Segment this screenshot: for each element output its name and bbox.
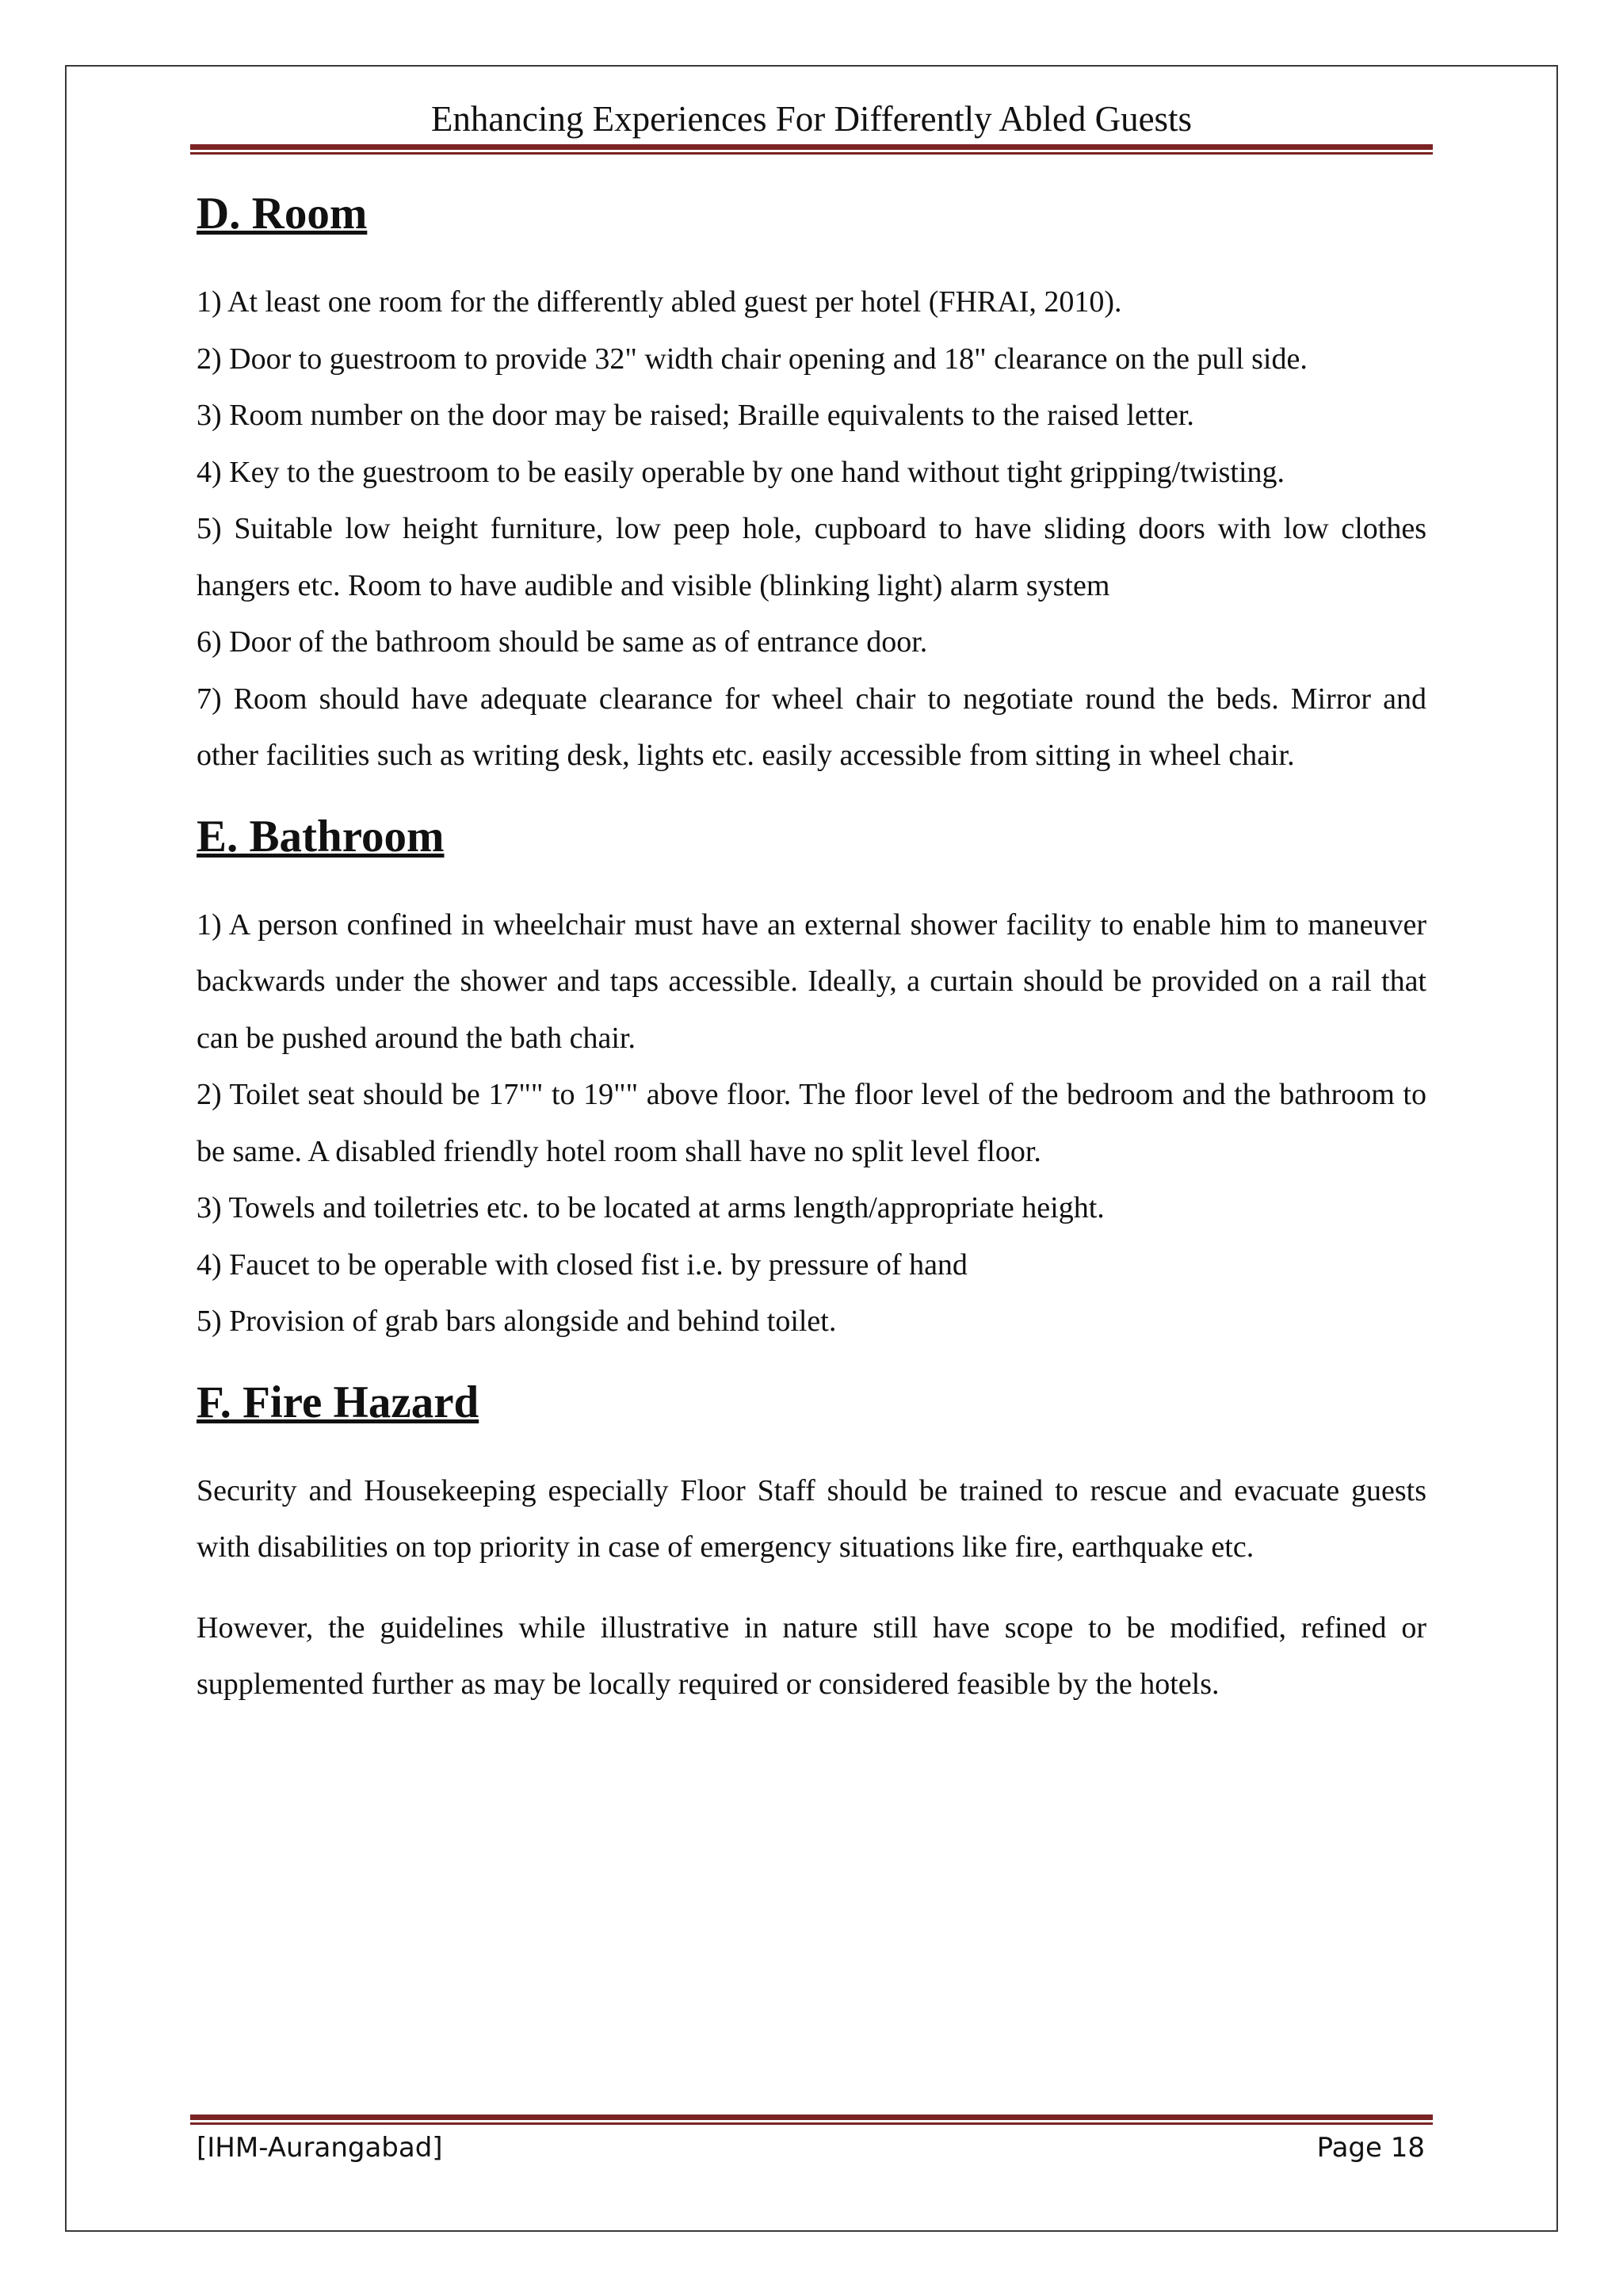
list-item: 4) Key to the guestroom to be easily operable by one hand without tight gripping/twisting. (197, 455, 1285, 489)
list-item: 5) Suitable low height furniture, low peep hole, cupboard to have sliding doors with low clothes hangers etc. Room to have audible and visible (blinking light) alarm system (197, 512, 1426, 602)
section-heading-room: D. Room (197, 189, 368, 239)
list-item: 4) Faucet to be operable with closed fist i.e. by pressure of hand (197, 1247, 968, 1282)
list-item: 2) Door to guestroom to provide 32" width chair opening and 18" clearance on the pull side. (197, 342, 1308, 376)
document-body (197, 190, 1426, 1713)
list-item: 3) Towels and toiletries etc. to be located at arms length/appropriate height. (197, 1191, 1105, 1224)
footer-institution: [IHM-Aurangabad] (197, 2132, 443, 2164)
list-item: 6) Door of the bathroom should be same as of entrance door. (197, 625, 928, 659)
list-item: 2) Toilet seat should be 17"" to 19"" above floor. The floor level of the bedroom and the bathroom to be same. A disabled friendly hotel room shall have no split level floor. (197, 1078, 1426, 1168)
list-item: 3) Room number on the door may be raised; Braille equivalents to the raised letter. (197, 399, 1194, 432)
page-number: Page 18 (1316, 2132, 1425, 2164)
header-rule (190, 144, 1433, 155)
list-item: 1) A person confined in wheelchair must have an external shower facility to enable him to maneuver backwards under the shower and taps accessible. Ideally, a curtain should be provided on a rail that can be pushed around the bath chair. (197, 907, 1426, 1055)
list-item: 7) Room should have adequate clearance for wheel chair to negotiate round the beds. Mirror and other facilities such as writing desk, lights etc. easily accessible from sitting in wheel chair. (197, 682, 1426, 772)
fire-hazard-paragraph: Security and Housekeeping especially Floor Staff should be trained to rescue and evacuate guests with disabilities on top priority in case of emergency situations like fire, earthquake etc. (197, 1473, 1426, 1564)
closing-paragraph: However, the guidelines while illustrative in nature still have scope to be modified, refined or supplemented further as may be locally required or considered feasible by the hotels. (197, 1610, 1426, 1701)
bathroom-list (197, 897, 1426, 1350)
section-heading-bathroom: E. Bathroom (197, 811, 445, 861)
room-list (197, 274, 1426, 785)
footer-rule (190, 2115, 1433, 2125)
list-item: 5) Provision of grab bars alongside and behind toilet. (197, 1305, 837, 1338)
list-item: 1) At least one room for the differently abled guest per hotel (FHRAI, 2010). (197, 285, 1122, 319)
page-header-title: Enhancing Experiences For Differently Abled Guests (430, 99, 1193, 139)
section-heading-fire-hazard: F. Fire Hazard (197, 1377, 479, 1427)
